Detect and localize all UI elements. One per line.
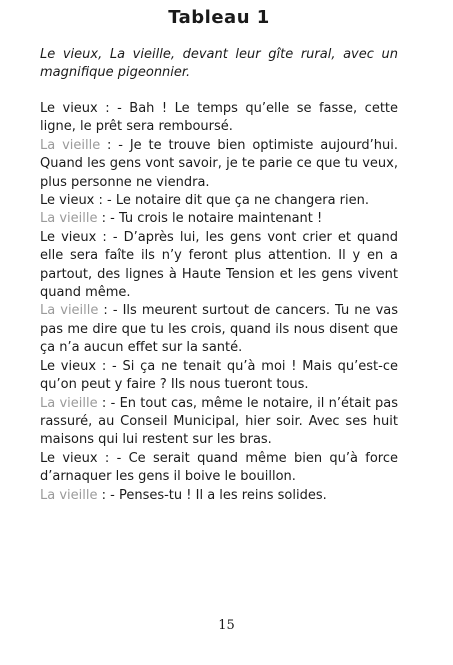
dialogue-line xyxy=(40,487,398,505)
speaker-separator: : - xyxy=(100,137,130,153)
speaker-name: La vieille xyxy=(40,487,98,503)
speaker-separator: : - xyxy=(97,450,129,466)
dialogue-text: D’après lui, les gens vont crier et quand elle sera faîte ils n’y feront plus attention. Il y en a partout, des lignes à Haute Tension et les gens vivent quand même. xyxy=(40,229,398,301)
speaker-name: Le vieux xyxy=(40,358,97,374)
dialogue-line xyxy=(40,229,398,303)
dialogue-text: Tu crois le notaire maintenant ! xyxy=(118,211,323,227)
dialogue-list xyxy=(40,100,398,505)
speaker-name: Le vieux xyxy=(40,101,98,116)
dialogue-text: Si ça ne tenait qu’à moi ! Mais qu’est-ce qu’on peut y faire ? Ils nous tueront tous. xyxy=(40,358,398,393)
dialogue-line xyxy=(40,302,398,357)
dialogue-text: Bah ! Le temps qu’elle se fasse, cette ligne, le prêt sera remboursé. xyxy=(40,101,399,135)
speaker-separator: : - xyxy=(97,211,119,227)
speaker-separator: : - xyxy=(97,101,130,116)
dialogue-text: Le notaire dit que ça ne changera rien. xyxy=(115,193,370,209)
dialogue-text: Ce serait quand même bien qu’à force d’arnaquer les gens il boive le bouillon. xyxy=(40,450,399,485)
speaker-name: Le vieux xyxy=(40,229,97,245)
dialogue-line xyxy=(40,192,398,210)
speaker-name: Le vieux xyxy=(40,450,98,466)
dialogue-text: Penses-tu ! Il a les reins solides. xyxy=(118,487,327,503)
speaker-separator: : - xyxy=(98,303,123,319)
speaker-separator: : - xyxy=(97,395,120,411)
dialogue-text: Je te trouve bien optimiste aujourd’hui. Quand les gens vont savoir, je te parie ce que tu veux, plus personne ne viendra. xyxy=(40,137,398,190)
scene-title: Tableau 1 xyxy=(168,7,270,28)
speaker-name: La vieille xyxy=(40,137,101,153)
dialogue-line xyxy=(40,137,398,192)
dialogue-line xyxy=(40,210,398,228)
dialogue-line xyxy=(40,450,398,487)
speaker-name: La vieille xyxy=(40,395,98,411)
speaker-separator: : - xyxy=(97,487,119,503)
speaker-separator: : - xyxy=(94,193,116,209)
stage-direction: Le vieux, La vieille, devant leur gîte rural, avec un magnifique pigeonnier. xyxy=(40,47,398,80)
speaker-separator: : - xyxy=(96,358,123,374)
page-number: 15 xyxy=(218,618,235,633)
page-content xyxy=(40,6,398,505)
speaker-name: La vieille xyxy=(40,211,98,227)
dialogue-line xyxy=(40,100,398,137)
speaker-name: La vieille xyxy=(40,303,99,319)
dialogue-text: Ils meurent surtout de cancers. Tu ne vas pas me dire que tu les crois, quand ils nous disent que ça n’a aucun effet sur la santé. xyxy=(40,303,399,356)
dialogue-text: En tout cas, même le notaire, il n’était pas rassuré, au Conseil Municipal, hier soir. Avec ses huit maisons qui lui restent sur les bras. xyxy=(40,395,399,448)
speaker-name: Le vieux xyxy=(40,193,95,209)
dialogue-line xyxy=(40,358,398,395)
dialogue-line xyxy=(40,395,398,450)
speaker-separator: : - xyxy=(96,229,124,245)
